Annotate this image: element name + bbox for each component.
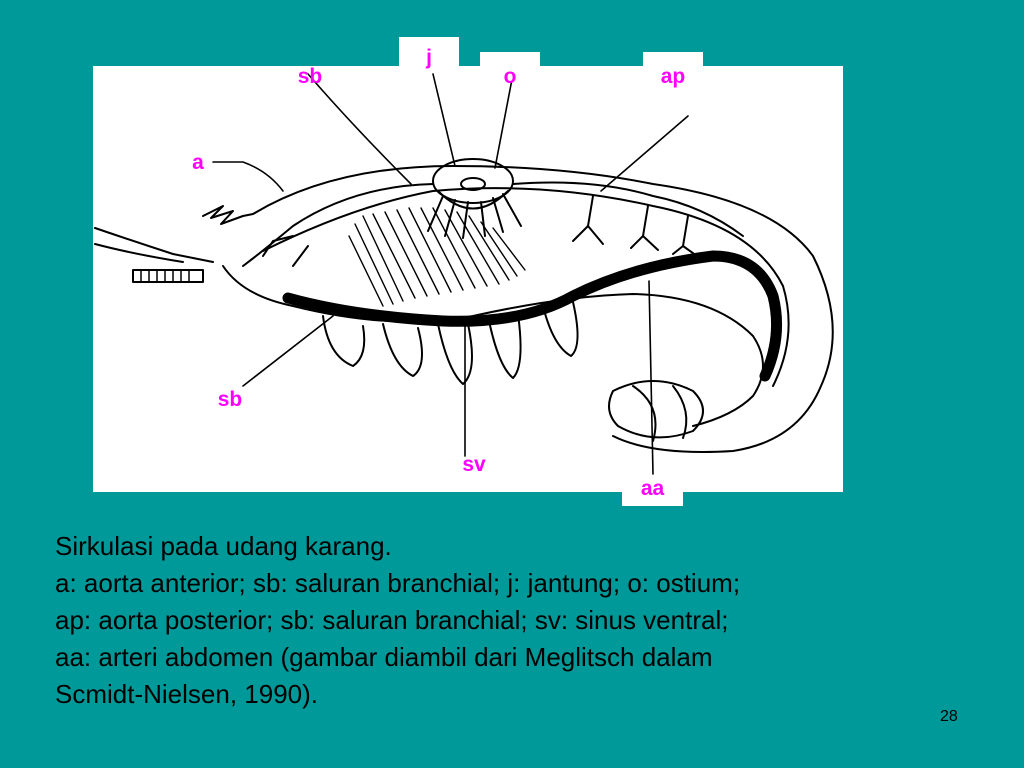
label-j: j: [399, 37, 459, 67]
label-sv: sv: [462, 453, 486, 476]
leg-3: [438, 324, 472, 384]
label-sb-top: sb: [297, 65, 323, 88]
shrimp-drawing: [93, 66, 843, 492]
rostrum: [203, 206, 253, 224]
caption-line-3: ap: aorta posterior; sb: saluran branchial; sv: sinus ventral;: [55, 605, 729, 635]
page-number: 28: [940, 708, 958, 725]
caption-line-2: a: aorta anterior; sb: saluran branchial; j: jantung; o: ostium;: [55, 568, 741, 598]
label-ap: ap: [643, 52, 703, 82]
caption-line-4: aa: arteri abdomen (gambar diambil dari Meglitsch dalam: [55, 642, 713, 672]
leg-1: [323, 316, 364, 366]
label-sb-bottom: sb: [217, 388, 243, 411]
label-o: o: [480, 52, 540, 82]
caption-line-5: Scmidt-Nielsen, 1990).: [55, 679, 318, 709]
figure-caption: [55, 528, 995, 713]
caption-line-1: Sirkulasi pada udang karang.: [55, 531, 392, 561]
label-aa: aa: [622, 476, 683, 506]
label-a: a: [192, 151, 204, 174]
gills: [349, 208, 525, 306]
antenna-stalk: [133, 270, 203, 282]
leg-2: [383, 324, 422, 376]
shrimp-circulation-diagram: [93, 66, 843, 492]
